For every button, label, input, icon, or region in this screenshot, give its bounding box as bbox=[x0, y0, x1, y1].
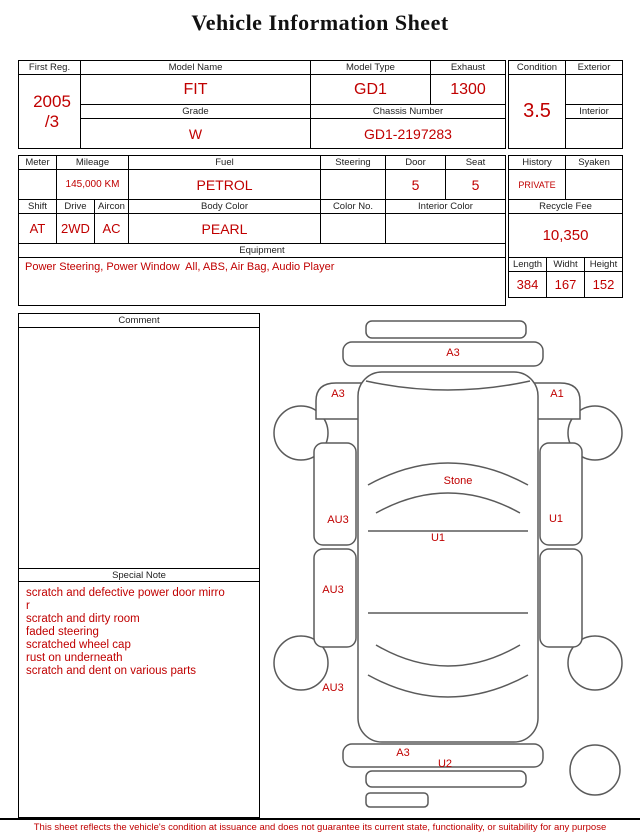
model-type-label: Model Type bbox=[311, 61, 431, 75]
damage-label-rear-gate: U2 bbox=[437, 758, 453, 770]
length-label: Length bbox=[509, 258, 547, 272]
interior-label: Interior bbox=[566, 105, 623, 119]
special-note-line: scratch and defective power door mirro bbox=[26, 587, 225, 599]
front-left-door-icon bbox=[314, 443, 356, 545]
special-note-line: scratch and dirty room bbox=[26, 613, 140, 625]
exhaust-value: 1300 bbox=[431, 75, 506, 105]
color-no-value bbox=[321, 214, 386, 244]
exterior-label: Exterior bbox=[566, 61, 623, 75]
width-label: Widht bbox=[547, 258, 585, 272]
grade-label: Grade bbox=[81, 105, 311, 119]
damage-label-rear-left-door: AU3 bbox=[322, 584, 344, 596]
comment-area bbox=[19, 328, 259, 568]
comment-panel bbox=[18, 313, 260, 818]
aircon-value: AC bbox=[95, 214, 129, 244]
recycle-fee-label: Recycle Fee bbox=[509, 200, 623, 214]
width-value: 167 bbox=[547, 272, 585, 298]
seat-value: 5 bbox=[446, 170, 506, 200]
special-note-text bbox=[19, 582, 259, 683]
front-strip-icon bbox=[366, 321, 526, 338]
interior-color-label: Interior Color bbox=[386, 200, 506, 214]
front-bumper-icon bbox=[343, 342, 543, 366]
steering-label: Steering bbox=[321, 156, 386, 170]
damage-label-rear-bumper: A3 bbox=[396, 747, 410, 759]
damage-label-rear-left-quarter: AU3 bbox=[322, 682, 344, 694]
height-label: Height bbox=[585, 258, 623, 272]
special-note-line: scratch and dent on various parts bbox=[26, 665, 197, 677]
special-note-line: r bbox=[26, 600, 30, 612]
spare-tire-icon bbox=[570, 745, 620, 795]
damage-label-windshield: Stone bbox=[443, 475, 473, 487]
recycle-fee-value: 10,350 bbox=[509, 214, 623, 258]
interior-color-value bbox=[386, 214, 506, 244]
footer-disclaimer: This sheet reflects the vehicle's condition at issuance and does not guarantee its current state, functionality, or suitability for any purpose bbox=[0, 818, 640, 833]
car-body-icon bbox=[358, 372, 538, 742]
rear-small-panel-icon bbox=[366, 793, 428, 807]
door-value: 5 bbox=[386, 170, 446, 200]
interior-value bbox=[566, 119, 623, 149]
first-reg-year: 2005 bbox=[33, 91, 71, 111]
damage-label-roof: U1 bbox=[430, 532, 446, 544]
aircon-label: Aircon bbox=[95, 200, 129, 214]
damage-label-front-right-fender: A1 bbox=[550, 388, 564, 400]
syaken-value bbox=[566, 170, 623, 200]
mileage-label: Mileage bbox=[57, 156, 129, 170]
steering-value bbox=[321, 170, 386, 200]
door-label: Door bbox=[386, 156, 446, 170]
body-color-value: PEARL bbox=[129, 214, 321, 244]
special-note-line: faded steering bbox=[26, 626, 99, 638]
equipment-value: Power Steering, Power Window All, ABS, Air Bag, Audio Player bbox=[19, 258, 506, 306]
page-title: Vehicle Information Sheet bbox=[191, 10, 449, 35]
chassis-number-value: GD1-2197283 bbox=[311, 119, 506, 149]
chassis-number-label: Chassis Number bbox=[311, 105, 506, 119]
rear-left-door-icon bbox=[314, 549, 356, 647]
damage-label-front-left-fender: A3 bbox=[331, 388, 345, 400]
car-damage-diagram bbox=[260, 315, 638, 815]
top-right-table bbox=[508, 60, 623, 149]
seat-label: Seat bbox=[446, 156, 506, 170]
syaken-label: Syaken bbox=[566, 156, 623, 170]
first-reg-month: /3 bbox=[44, 111, 60, 131]
condition-label: Condition bbox=[509, 61, 566, 75]
exterior-value bbox=[566, 75, 623, 105]
top-left-table bbox=[18, 60, 506, 149]
comment-header: Comment bbox=[19, 314, 259, 328]
fuel-value: PETROL bbox=[129, 170, 321, 200]
first-reg-value bbox=[19, 75, 81, 149]
fuel-label: Fuel bbox=[129, 156, 321, 170]
special-note-header: Special Note bbox=[19, 568, 259, 582]
meter-label: Meter bbox=[19, 156, 57, 170]
model-type-value: GD1 bbox=[311, 75, 431, 105]
body-color-label: Body Color bbox=[129, 200, 321, 214]
mileage-value: 145,000 KM bbox=[57, 170, 129, 200]
special-note-line: scratched wheel cap bbox=[26, 639, 131, 651]
drive-label: Drive bbox=[57, 200, 95, 214]
damage-label-front-left-door: AU3 bbox=[327, 514, 349, 526]
rear-strip-icon bbox=[366, 771, 526, 787]
middle-left-table bbox=[18, 155, 506, 306]
grade-value: W bbox=[81, 119, 311, 149]
rear-right-door-icon bbox=[540, 549, 582, 647]
meter-value bbox=[19, 170, 57, 200]
color-no-label: Color No. bbox=[321, 200, 386, 214]
first-reg-label: First Reg. bbox=[19, 61, 81, 75]
middle-right-table bbox=[508, 155, 623, 298]
history-label: History bbox=[509, 156, 566, 170]
shift-value: AT bbox=[19, 214, 57, 244]
shift-label: Shift bbox=[19, 200, 57, 214]
drive-value: 2WD bbox=[57, 214, 95, 244]
front-right-door-icon bbox=[540, 443, 582, 545]
damage-label-front-bumper: A3 bbox=[446, 347, 460, 359]
damage-label-right-door: U1 bbox=[548, 513, 564, 525]
special-note-line: rust on underneath bbox=[26, 652, 123, 664]
model-name-value: FIT bbox=[81, 75, 311, 105]
exhaust-label: Exhaust bbox=[431, 61, 506, 75]
height-value: 152 bbox=[585, 272, 623, 298]
length-value: 384 bbox=[509, 272, 547, 298]
history-value: PRIVATE bbox=[509, 170, 566, 200]
condition-value: 3.5 bbox=[509, 75, 566, 149]
model-name-label: Model Name bbox=[81, 61, 311, 75]
equipment-label: Equipment bbox=[19, 244, 506, 258]
